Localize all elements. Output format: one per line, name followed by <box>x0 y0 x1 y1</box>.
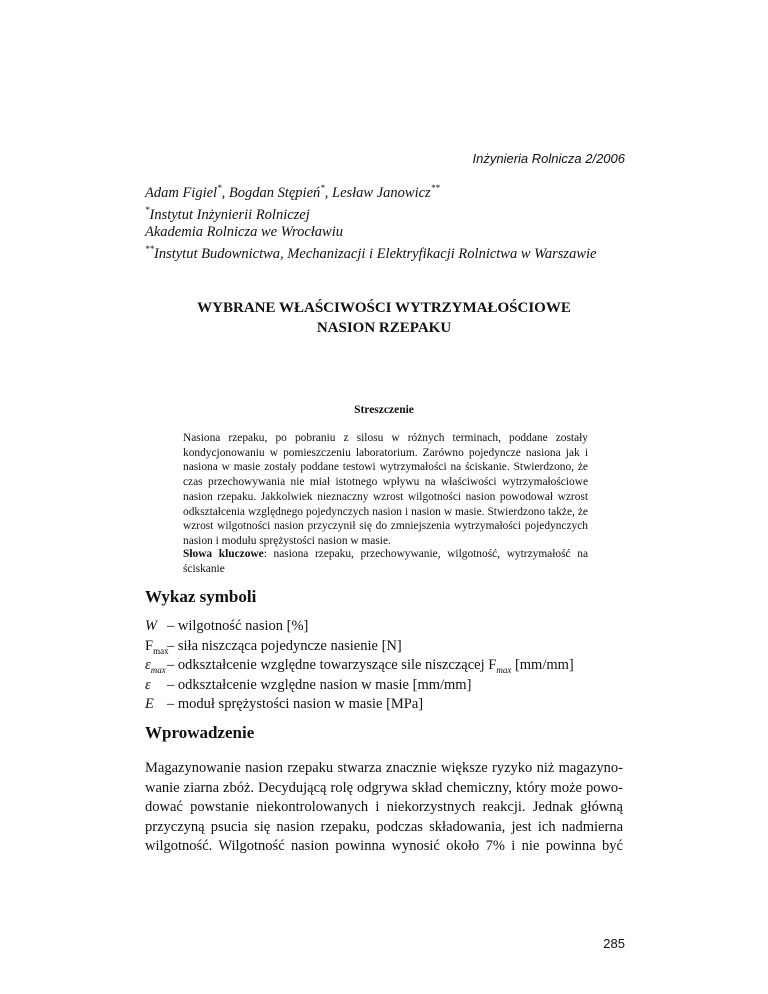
abstract-heading: Streszczenie <box>354 404 414 416</box>
text-line: wilgotność. Wilgotność nasion powinna wynosić około 7% i nie powinna być <box>145 838 623 854</box>
symbols-list <box>145 618 574 716</box>
keywords-label: Słowa kluczowe <box>183 548 264 560</box>
text-line: Magazynowanie nasion rzepaku stwarza znacznie większe ryzyko niż magazyno- <box>145 760 623 776</box>
symbol-row <box>145 696 574 716</box>
keywords-text: : nasiona rzepaku, przechowywanie, wilgotność, wytrzymałość na ściskanie <box>183 548 588 575</box>
symbol-description: – odkształcenie względne nasion w masie [mm/mm] <box>167 676 472 693</box>
symbol-row <box>145 618 574 638</box>
affiliation-text: Instytut Inżynierii Rolniczej <box>149 206 310 223</box>
paper-title <box>145 298 623 338</box>
journal-header: Inżynieria Rolnicza 2/2006 <box>472 151 625 166</box>
title-line: WYBRANE WŁAŚCIWOŚCI WYTRZYMAŁOŚCIOWE <box>197 300 571 316</box>
symbol: W <box>145 618 158 634</box>
affiliation-mark: ** <box>145 243 154 254</box>
affiliation-mark: * <box>320 183 325 193</box>
section-heading-symbols: Wykaz symboli <box>145 587 257 606</box>
section-heading-intro: Wprowadzenie <box>145 723 255 742</box>
author-name: , Bogdan Stępień <box>221 184 321 201</box>
symbol: $F_{max}$ <box>145 637 169 656</box>
symbol-row <box>145 677 574 697</box>
author-line <box>145 180 596 202</box>
symbol: ε <box>145 676 151 693</box>
affiliation-text: Instytut Budownictwa, Mechanizacji i Elektryfikacji Rolnictwa w Warszawie <box>154 245 597 262</box>
author-name: Adam Figiel <box>145 184 218 201</box>
affiliation-mark: * <box>217 183 222 193</box>
keywords <box>183 547 588 576</box>
title-line: NASION RZEPAKU <box>316 320 452 336</box>
affiliation <box>145 202 596 224</box>
affiliation <box>145 241 596 263</box>
symbol-description: – wilgotność nasion [%] <box>167 618 309 634</box>
abstract-text: Nasiona rzepaku, po pobraniu z silosu w różnych terminach, poddane zostały kondycjonowaniu w pomieszczeniu laboratorium. Zarówno pojedyncze nasiona jak i nasiona w masie zostały poddane testowi wytrzymałości na ściskanie. Stwierdzono, że czas przechowywania nie miał istotnego wpływu na właściwości wytrzymałościowe nasion rzepaku. Jakkolwiek nieznaczny wzrost wilgotności nasion powodował wzrost odkształcenia względnego pojedynczych nasion i nasion w masie. Stwierdzono także, że wzrost wilgotności nasion przyczynił się do zmniejszenia wytrzymałości pojedynczych nasion i modułu sprężystości nasion w masie. <box>183 432 588 547</box>
author-name: , Lesław Janowicz <box>324 184 431 201</box>
affiliation: Akademia Rolnicza we Wrocławiu <box>145 223 344 240</box>
text-line: przyczyną psucia się nasion rzepaku, podczas składowania, jest ich nadmierna <box>145 818 623 835</box>
affiliation-mark: ** <box>430 183 440 193</box>
text-line: dować powstanie niekontrolowanych i niekorzystnych reakcji. Jednak główną <box>145 799 623 815</box>
page-number: 285 <box>603 936 625 951</box>
intro-paragraph <box>145 759 623 857</box>
affiliation-mark: * <box>145 204 150 215</box>
symbol-description: – moduł sprężystości nasion w masie [MPa] <box>167 696 424 712</box>
symbol-row <box>145 638 574 658</box>
symbol-row <box>145 657 574 677</box>
symbol: $\varepsilon_{max}$ <box>145 657 166 675</box>
text-line: wanie ziarna zbóż. Decydującą rolę odgrywa skład chemiczny, który może powo- <box>145 779 623 796</box>
symbol: E <box>145 696 154 712</box>
symbol-description: – siła niszcząca pojedyncze nasienie [N] <box>167 637 402 654</box>
authors-block <box>145 180 596 262</box>
symbol-description: – odkształcenie względne towarzyszące sile niszczącej $F_{max}$ [mm/mm] <box>167 657 574 675</box>
